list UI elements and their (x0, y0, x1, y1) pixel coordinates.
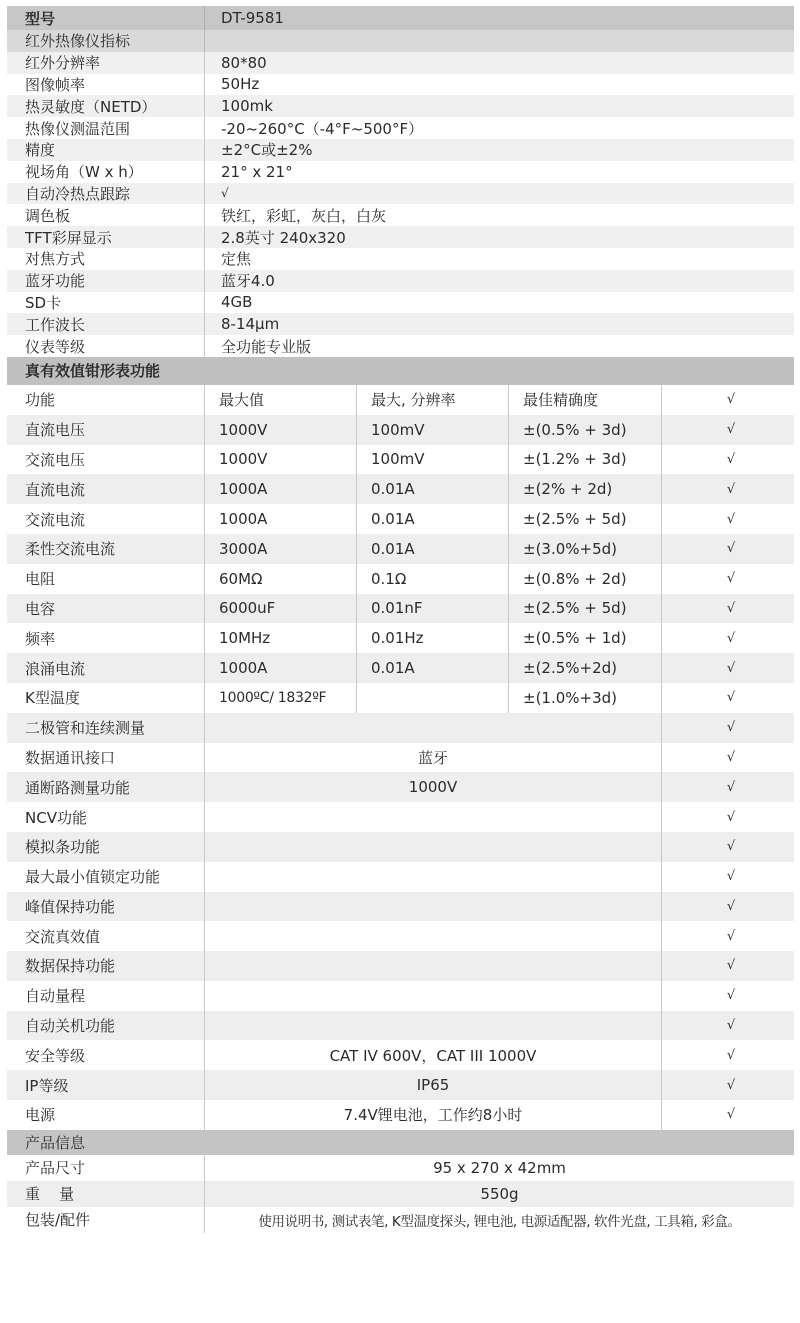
spec-row (7, 270, 794, 292)
max-value: 1000A (205, 474, 357, 504)
spec-label: 仪表等级 (7, 335, 205, 357)
spec-row (7, 183, 794, 205)
check-mark: √ (726, 749, 736, 765)
spec-value: 蓝牙4.0 (221, 272, 275, 291)
accuracy-value: ±(0.5% + 1d) (509, 623, 662, 653)
table-row (7, 594, 794, 624)
spec-value: 50Hz (221, 75, 260, 94)
spec-value: 2.8英寸 240x320 (221, 228, 346, 247)
function-name: 柔性交流电流 (7, 534, 205, 564)
max-value: 1000A (205, 504, 357, 534)
function-name: 电源 (7, 1100, 205, 1130)
product-value: 使用说明书, 测试表笔, K型温度探头, 锂电池, 电源适配器, 软件光盘, 工具箱, 彩盒。 (258, 1213, 741, 1230)
function-name: 数据通讯接口 (7, 743, 205, 773)
check-mark: √ (726, 451, 736, 467)
function-value: 7.4V锂电池，工作约8小时 (205, 1100, 662, 1130)
spec-row (7, 226, 794, 248)
resolution-value: 0.1Ω (357, 564, 509, 594)
function-value: 蓝牙 (205, 743, 662, 773)
spec-label: 视场角（W x h） (7, 161, 205, 183)
spec-value: 80*80 (221, 53, 267, 72)
spec-row (7, 335, 794, 357)
spec-value: 定焦 (221, 250, 252, 269)
resolution-value: 0.01A (357, 653, 509, 683)
function-name: 二极管和连续测量 (7, 713, 205, 743)
thermal-section-title: 红外热像仪指标 (7, 30, 205, 52)
function-name: 频率 (7, 623, 205, 653)
function-name: 交流电压 (7, 445, 205, 475)
header-function: 功能 (7, 385, 205, 415)
clamp-header-row (7, 385, 794, 415)
spec-row (7, 139, 794, 161)
spec-label: 自动冷热点跟踪 (7, 183, 205, 205)
table-row (7, 743, 794, 773)
spec-label: 蓝牙功能 (7, 270, 205, 292)
function-value (205, 892, 662, 922)
spec-label: TFT彩屏显示 (7, 226, 205, 248)
header-accuracy: 最佳精确度 (509, 385, 662, 415)
table-row (7, 415, 794, 445)
function-value (205, 713, 662, 743)
resolution-value: 100mV (357, 445, 509, 475)
accuracy-value: ±(2.5% + 5d) (509, 504, 662, 534)
spec-row (7, 248, 794, 270)
accuracy-value: ±(2.5%+2d) (509, 653, 662, 683)
spec-value: 21° x 21° (221, 162, 293, 181)
spec-value: √ (221, 186, 229, 201)
table-row (7, 892, 794, 922)
spec-label: 热像仪测温范围 (7, 117, 205, 139)
check-mark: √ (726, 571, 736, 587)
function-value: CAT IV 600V，CAT III 1000V (205, 1040, 662, 1070)
check-mark: √ (726, 958, 736, 974)
check-mark: √ (726, 928, 736, 944)
check-mark: √ (726, 809, 736, 825)
check-mark: √ (726, 600, 736, 616)
table-row (7, 862, 794, 892)
function-name: 自动关机功能 (7, 1011, 205, 1041)
function-value (205, 802, 662, 832)
table-row (7, 1040, 794, 1070)
product-value: 95 x 270 x 42mm (433, 1158, 566, 1177)
function-name: 安全等级 (7, 1040, 205, 1070)
spec-value: ±2°C或±2% (221, 141, 313, 160)
accuracy-value: ±(2.5% + 5d) (509, 594, 662, 624)
product-label: 包装/配件 (7, 1207, 205, 1233)
function-name: IP等级 (7, 1070, 205, 1100)
table-row (7, 504, 794, 534)
check-mark: √ (726, 1107, 736, 1123)
check-mark: √ (726, 392, 736, 408)
spec-row (7, 74, 794, 96)
product-row (7, 1207, 794, 1233)
spec-label: 调色板 (7, 204, 205, 226)
resolution-value: 0.01A (357, 534, 509, 564)
table-row (7, 474, 794, 504)
table-row (7, 772, 794, 802)
product-row (7, 1181, 794, 1207)
spec-label: 对焦方式 (7, 248, 205, 270)
function-name: NCV功能 (7, 802, 205, 832)
check-mark: √ (726, 1018, 736, 1034)
resolution-value: 0.01A (357, 474, 509, 504)
function-value (205, 921, 662, 951)
check-mark: √ (726, 898, 736, 914)
function-name: K型温度 (7, 683, 205, 713)
function-value: 1000V (205, 772, 662, 802)
function-name: 交流电流 (7, 504, 205, 534)
accuracy-value: ±(0.5% + 3d) (509, 415, 662, 445)
spec-value: 全功能专业版 (221, 337, 312, 356)
thermal-section-title-row (7, 30, 794, 52)
product-section-title: 产品信息 (7, 1130, 794, 1155)
function-value (205, 951, 662, 981)
max-value: 1000V (205, 415, 357, 445)
spec-row (7, 161, 794, 183)
table-row (7, 802, 794, 832)
table-row (7, 921, 794, 951)
accuracy-value: ±(2% + 2d) (509, 474, 662, 504)
check-mark: √ (726, 839, 736, 855)
accuracy-value: ±(0.8% + 2d) (509, 564, 662, 594)
function-name: 数据保持功能 (7, 951, 205, 981)
accuracy-value: ±(3.0%+5d) (509, 534, 662, 564)
spec-label: 精度 (7, 139, 205, 161)
function-name: 自动量程 (7, 981, 205, 1011)
check-mark: √ (726, 422, 736, 438)
table-row (7, 713, 794, 743)
accuracy-value: ±(1.0%+3d) (509, 683, 662, 713)
resolution-value: 0.01A (357, 504, 509, 534)
function-value (205, 981, 662, 1011)
model-label: 型号 (7, 6, 205, 30)
check-mark: √ (726, 779, 736, 795)
check-mark: √ (726, 1047, 736, 1063)
spec-row (7, 204, 794, 226)
check-mark: √ (726, 1077, 736, 1093)
header-max: 最大值 (205, 385, 357, 415)
check-mark: √ (726, 660, 736, 676)
function-name: 通断路测量功能 (7, 772, 205, 802)
table-row (7, 951, 794, 981)
thermal-spec-table (7, 6, 794, 357)
model-row (7, 6, 794, 30)
product-label: 重 量 (7, 1181, 205, 1207)
spec-label: 图像帧率 (7, 74, 205, 96)
function-value (205, 862, 662, 892)
spec-row (7, 52, 794, 74)
accuracy-value: ±(1.2% + 3d) (509, 445, 662, 475)
check-mark: √ (726, 690, 736, 706)
spec-row (7, 313, 794, 335)
max-value: 6000uF (205, 594, 357, 624)
max-value: 1000ºC/ 1832ºF (205, 683, 357, 713)
spec-row (7, 117, 794, 139)
check-mark: √ (726, 869, 736, 885)
function-name: 最大最小值锁定功能 (7, 862, 205, 892)
resolution-value: 0.01Hz (357, 623, 509, 653)
clamp-section-title: 真有效值钳形表功能 (7, 357, 794, 385)
resolution-value (357, 683, 509, 713)
spec-value: 100mk (221, 97, 273, 116)
table-row (7, 564, 794, 594)
table-row (7, 981, 794, 1011)
table-row (7, 1070, 794, 1100)
table-row (7, 683, 794, 713)
check-mark: √ (726, 720, 736, 736)
table-row (7, 653, 794, 683)
product-value: 550g (480, 1184, 519, 1203)
max-value: 1000A (205, 653, 357, 683)
check-mark: √ (726, 630, 736, 646)
spec-label: 工作波长 (7, 313, 205, 335)
table-row (7, 1011, 794, 1041)
function-name: 直流电压 (7, 415, 205, 445)
spec-value: 8-14μm (221, 315, 280, 334)
spec-row (7, 95, 794, 117)
function-value (205, 1011, 662, 1041)
spec-value: 4GB (221, 293, 253, 312)
model-value: DT-9581 (221, 9, 284, 27)
product-info-table (7, 1155, 794, 1233)
max-value: 60MΩ (205, 564, 357, 594)
function-name: 电容 (7, 594, 205, 624)
table-row (7, 623, 794, 653)
resolution-value: 100mV (357, 415, 509, 445)
spec-sheet (7, 6, 794, 1233)
spec-value: 铁红，彩虹，灰白，白灰 (221, 206, 387, 225)
clamp-function-table (7, 385, 794, 1130)
check-mark: √ (726, 511, 736, 527)
spec-label: SD卡 (7, 292, 205, 314)
resolution-value: 0.01nF (357, 594, 509, 624)
function-name: 浪涌电流 (7, 653, 205, 683)
check-mark: √ (726, 541, 736, 557)
table-row (7, 534, 794, 564)
table-row (7, 1100, 794, 1130)
max-value: 1000V (205, 445, 357, 475)
spec-label: 热灵敏度（NETD） (7, 95, 205, 117)
product-row (7, 1155, 794, 1181)
function-name: 电阻 (7, 564, 205, 594)
spec-value: -20~260°C（-4°F~500°F） (221, 119, 424, 138)
spec-label: 红外分辨率 (7, 52, 205, 74)
product-label: 产品尺寸 (7, 1155, 205, 1181)
header-resolution: 最大, 分辨率 (357, 385, 509, 415)
function-name: 直流电流 (7, 474, 205, 504)
max-value: 10MHz (205, 623, 357, 653)
function-name: 交流真效值 (7, 921, 205, 951)
spec-row (7, 292, 794, 314)
check-mark: √ (726, 988, 736, 1004)
max-value: 3000A (205, 534, 357, 564)
function-value: IP65 (205, 1070, 662, 1100)
function-name: 峰值保持功能 (7, 892, 205, 922)
check-mark: √ (726, 481, 736, 497)
table-row (7, 832, 794, 862)
table-row (7, 445, 794, 475)
function-value (205, 832, 662, 862)
function-name: 模拟条功能 (7, 832, 205, 862)
